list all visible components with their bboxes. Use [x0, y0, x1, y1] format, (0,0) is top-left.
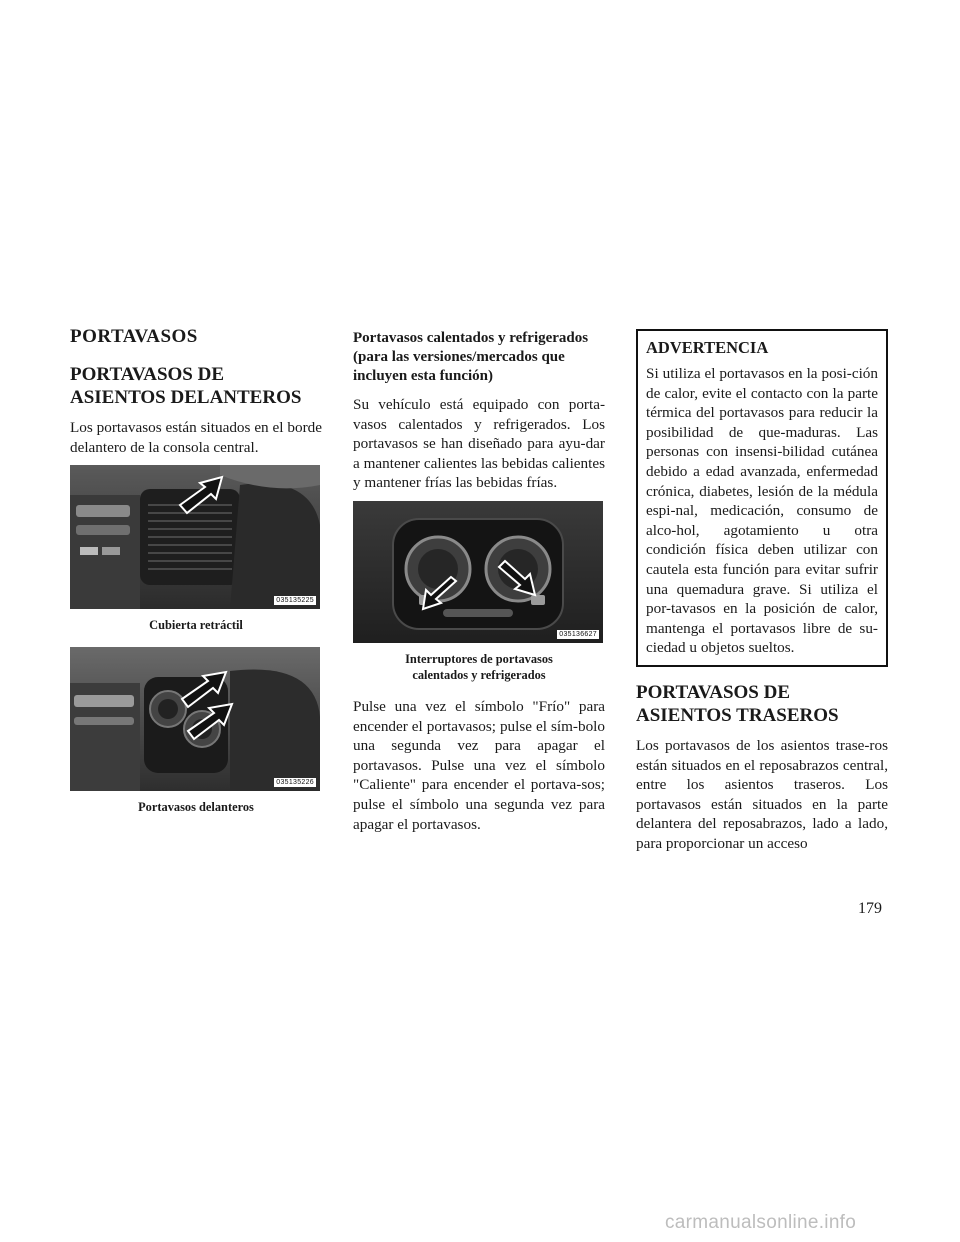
warning-text: Si utiliza el portavasos en la posi-ción de calor, evite el contacto con la parte térmica del portavasos para reducir la posibilidad de que-maduras. Las personas con insensi-bilidad cutánea debido a edad avanzada, enfermedad crónica, diabetes, lesión de la médula espi-nal, medicación, consumo de alco-hol, agotamiento u otra condición física deben utilizar con cautela esta función para evitar sufrir una quemadura grave. Si utiliza el por-tavasos en la posición de calor, mantenga el portavasos libre de su-ciedad u objetos sueltos.	[646, 365, 878, 657]
page-number: 179	[858, 900, 882, 917]
heading-rear-cupholders: PORTAVASOS DE ASIENTOS TRASEROS	[636, 681, 839, 726]
column-middle	[353, 329, 605, 842]
site-watermark: carmanualsonline.info	[665, 1212, 857, 1233]
figure-heated-cooled-switches	[353, 501, 603, 643]
column-right	[636, 329, 888, 861]
caption-retractable-cover: Cubierta retráctil	[149, 618, 243, 633]
heated-cooled-text: Su vehículo está equipado con porta-vasos calentados y refrigerados. Los portavasos se han diseñado para ayu-dar a mantener calientes las bebidas calientes y mantener frías las bebidas frías.	[353, 396, 605, 492]
warning-title: ADVERTENCIA	[646, 338, 769, 357]
heading-heated-cooled: Portavasos calentados y refrigerados (para las versiones/mercados que incluyen esta función)	[353, 330, 589, 384]
figure-code: 035135226	[276, 779, 314, 787]
caption-heated-cooled-switches: Interruptores de portavasos calentados y refrigerados	[405, 651, 553, 682]
heated-cooled-operation-text: Pulse una vez el símbolo "Frío" para encender el portavasos; pulse el sím-bolo una segunda vez para apagar el portavasos. Pulse una vez el símbolo "Caliente" para encender el portava-sos; pulse el símbolo una segunda vez para apagar el portavasos.	[353, 697, 605, 833]
heading-front-cupholders: PORTAVASOS DE ASIENTOS DELANTEROS	[70, 364, 302, 408]
section-title: PORTAVASOS	[70, 326, 198, 347]
column-left	[70, 325, 322, 829]
figure-front-cupholders	[70, 647, 320, 791]
front-cupholders-text: Los portavasos están situados en el borde delantero de la consola central.	[70, 419, 322, 456]
warning-box	[636, 329, 888, 667]
rear-cupholders-text: Los portavasos de los asientos trase-ros están situados en el reposabrazos central, entre los asientos traseros. Los portavasos están situados en la parte delantera del reposabrazos, lado a lado, para proporcionar un acceso	[636, 736, 888, 852]
figure-retractable-cover	[70, 465, 320, 609]
figure-code: 035135225	[276, 597, 314, 605]
figure-code: 035136627	[559, 630, 597, 638]
caption-front-cupholders: Portavasos delanteros	[138, 800, 254, 815]
